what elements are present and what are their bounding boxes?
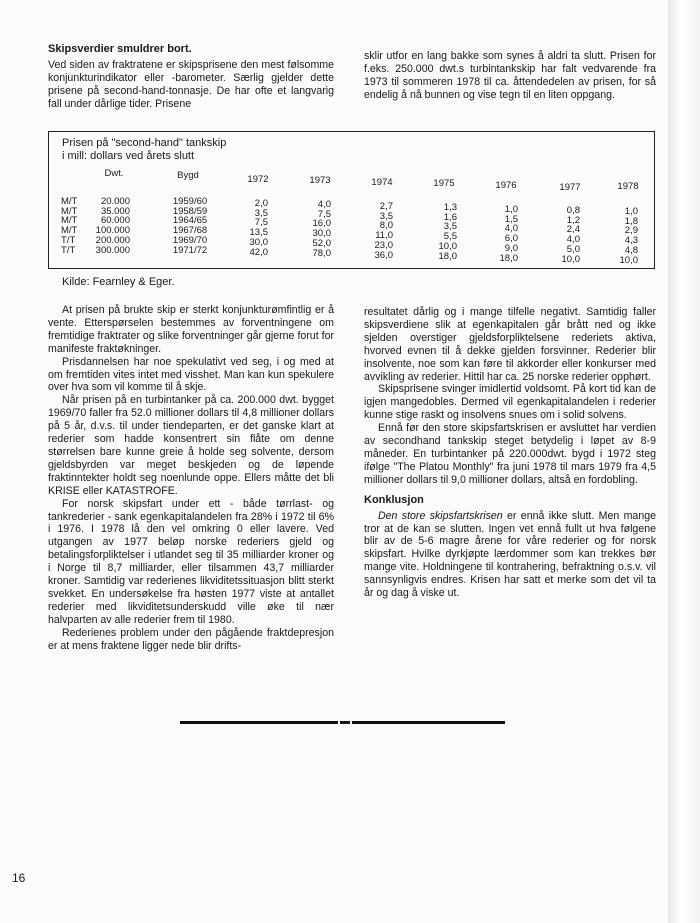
header-1976: 1976 xyxy=(495,180,517,191)
right-column xyxy=(364,306,656,600)
table-source: Kilde: Fearnley & Eger. xyxy=(62,276,175,288)
table-title-line-1: Prisen på "second-hand" tankskip xyxy=(62,137,227,149)
paragraph: resultatet dårlig og i mange tilfelle negativt. Samtidig faller skipsverdiene slik at egenkapitalen går brått ned og ikke sjelden overstiger gjeldsforpliktelsene rederiets aktiva, hvorved evnen til å dekke gjelden forsvinner. Rederier blir insolvente, noe som kan føre til akkorder eller konkurser med avvikling av rederier. Hittil har ca. 25 norske rederier opphørt. xyxy=(364,306,656,383)
paragraph: Ennå før den store skipsfartskrisen er avsluttet har verdien av secondhand tankskip steget betydelig i løpet av 8-9 måneder. En turbintanker på 220.000dwt. bygd i 1972 steg ifølge "The Platou Monthly" fra juni 1978 til mars 1979 fra 4,5 millioner dollars til 9,0 millioner dollars, altså en fordobling. xyxy=(364,422,656,486)
paragraph: At prisen på brukte skip er sterkt konjunkturømfintlig er å vente. Etterspørselen bestemmes av forventningene om fremtidige fraktrater og slike forventninger går gjerne forut for manifeste fraktøkninger. xyxy=(48,304,334,355)
paragraph: Rederienes problem under den pågående fraktdepresjon er at mens fraktene ligger nede blir drifts- xyxy=(48,626,334,652)
left-column xyxy=(48,304,334,652)
column-1972: 2,0 3,5 7,5 13,5 30,0 42,0 xyxy=(249,198,268,258)
column-dwt: 20.000 35.000 60.000 100.000 200.000 300.000 xyxy=(95,196,130,256)
conclusion-paragraph xyxy=(364,510,656,600)
page-number: 16 xyxy=(12,871,26,885)
header-dwt: Dwt. xyxy=(104,168,124,179)
conclusion-text: er ennå ikke slutt. Men mange tror at de kan se slutten. Ingen vet ennå fullt ut hva følgene blir av de 5-6 magre årene for våre rederier og for norsk skipsfart. Hvilke dyrkjøpte lærdommer som kan trekkes bør mange vite. Holdningene til kontrahering, befraktning o.s.v. vil sannsynligvis endres. Krisen har satt et merke som det vil ta år og dag å viske ut. xyxy=(364,509,656,600)
divider-rule-right xyxy=(352,721,505,724)
column-1976: 1,0 1,5 4,0 6,0 9,0 18,0 xyxy=(499,204,518,264)
column-ship-type: M/T M/T M/T M/T T/T T/T xyxy=(61,196,78,256)
header-1975: 1975 xyxy=(433,178,455,189)
column-1974: 2,7 3,5 8,0 11,0 23,0 36,0 xyxy=(374,201,393,261)
header-built: Bygd xyxy=(177,170,199,181)
header-1978: 1978 xyxy=(617,181,639,192)
conclusion-italic-lead: Den store skipsfartskrisen xyxy=(378,509,503,522)
column-1973: 4,0 7,5 16,0 30,0 52,0 78,0 xyxy=(312,199,331,259)
table-title-line-2: i mill: dollars ved årets slutt xyxy=(62,150,195,162)
column-1978: 1,0 1,8 2,9 4,3 4,8 10,0 xyxy=(619,206,638,266)
divider-rule-middle xyxy=(340,721,350,724)
header-1977: 1977 xyxy=(559,182,581,193)
intro-continuation-paragraph: sklir utfor en lang bakke som synes å aldri ta slutt. Prisen for f.eks. 250.000 dwt.s turbintankskip har falt vedvarende fra 1973 til sommeren 1978 til ca. åttendedelen av prisen, for så endelig å nå bunnen og vise tegn til en liten oppgang. xyxy=(364,50,656,101)
intro-paragraph: Ved siden av fraktratene er skipsprisene den mest følsomme konjunkturindikator eller -barometer. Særlig gjelder dette prisene på second-hand-tonnasje. De har ofte et langvarig fall under dårlige tider. Prisene xyxy=(48,58,334,110)
header-1973: 1973 xyxy=(309,175,331,186)
column-1975: 1,3 1,6 3,5 5,5 10,0 18,0 xyxy=(438,202,457,262)
divider-rule-left xyxy=(180,721,338,724)
price-table-title xyxy=(62,137,226,163)
header-1974: 1974 xyxy=(371,177,393,188)
conclusion-heading: Konklusjon xyxy=(364,493,424,506)
paragraph: Når prisen på en turbintanker på ca. 200.000 dwt. bygget 1969/70 faller fra 52.0 millioner dollars til 4,8 millioner dollars på 5 år, d.v.s. til under tiendeparten, er det ganske klart at rederier som hadde konsentrert sin flåte om denne størrelsen bare kunne greie å holde seg solvente, dersom gjeldsbyrden var meget beskjeden og de løpende fraktinntekter holdt seg noenlunde oppe. Ellers måtte det bli KRISE eller KATASTROFE. xyxy=(48,394,334,497)
intro-continuation xyxy=(364,50,656,102)
page-edge xyxy=(668,0,700,923)
column-1977: 0,8 1,2 2,4 4,0 5,0 10,0 xyxy=(561,205,580,265)
header-1972: 1972 xyxy=(247,174,269,185)
paragraph: Skipsprisene svinger imidlertid voldsomt. På kort tid kan de igjen mangedobles. Dermed vil egenkapitalandelen i rederier kunne stige raskt og insolvens snues om i solid solvens. xyxy=(364,383,656,422)
paragraph: Prisdannelsen har noe spekulativt ved seg, i og med at om fremtiden vites intet med visshet. Man kan kun spekulere over hva som vil komme til å skje. xyxy=(48,355,334,394)
paragraph: For norsk skipsfart under ett - både tørrlast- og tankrederier - sank egenkapitalandelen fra 28% i 1972 til 6% i 1976. I 1978 lå den vel omkring 0 eller lavere. Ved utgangen av 1977 beløp norske rederiers gjeld og betalingsforpliktelser i utlandet seg til 35 milliarder kroner og i Norge til 8,7 milliarder, eller tilsammen 43,7 milliarder kroner. Samtidig var rederienes likviditetssituasjon blitt sterkt svekket. En undersøkelse fra høsten 1977 viste at antallet rederier med likviditetsunderskudd ville øke til nær halvparten av alle rederier frem til 1980. xyxy=(48,497,334,626)
section-heading: Skipsverdier smuldrer bort. xyxy=(48,43,192,55)
intro-section xyxy=(48,43,334,111)
column-built: 1959/60 1958/59 1964/65 1967/68 1969/70 1971/72 xyxy=(172,196,208,256)
